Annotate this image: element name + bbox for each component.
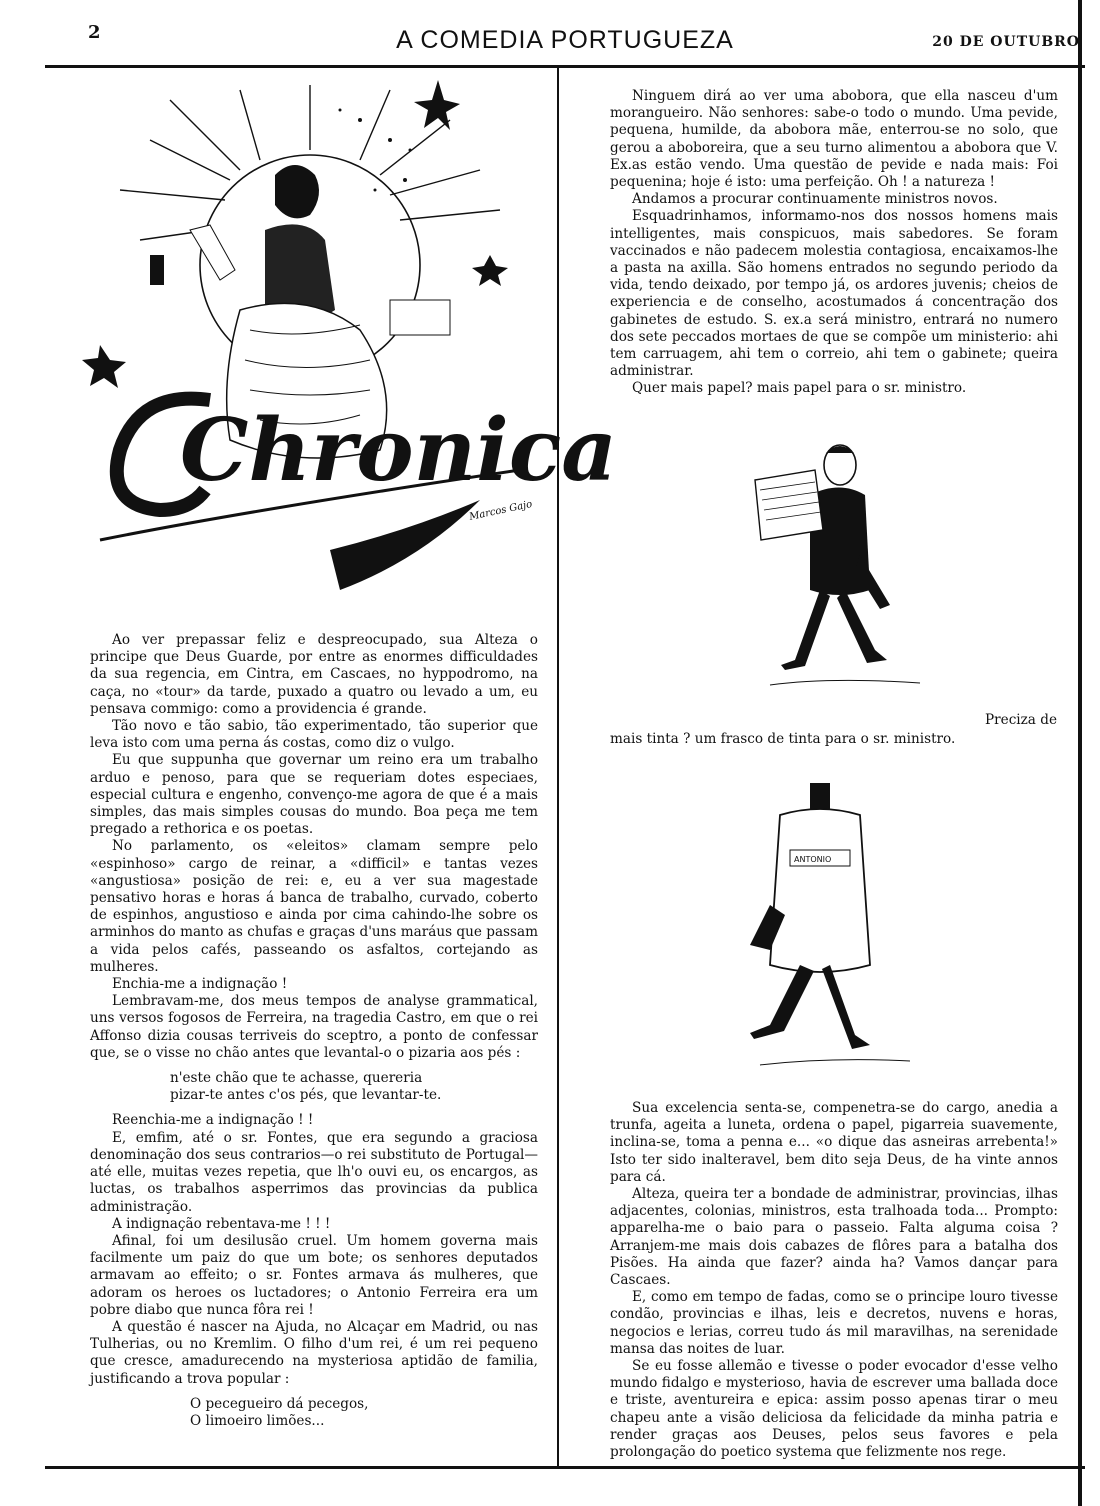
verse-line: pizar-te antes c'os pés, que levantar-te. <box>170 1087 442 1104</box>
caption-line-b: mais tinta ? um frasco de tinta para o sr. ministro. <box>610 731 956 747</box>
paragraph: Ao ver prepassar feliz e despreocupado, sua Alteza o principe que Deus Guarde, por entre as enormes difficuldades da sua regencia, em Cintra, em Cascaes, no hyppodromo, na caça, no «tour» da tarde, puxado a quatro ou levado a um, eu pensava commigo: como a providencia é grande. <box>90 632 538 717</box>
bottle-label: ANTONIO <box>794 855 832 864</box>
paragraph: Reenchia-me a indignação ! ! <box>112 1112 314 1129</box>
page-header <box>50 18 1080 58</box>
right-column-bottom <box>610 1100 1058 1461</box>
paragraph: Afinal, foi um desilusão cruel. Um homem governa mais facilmente um paiz do que um bote; os senhores deputados armavam ao effeito; o sr. Fontes armava ás mulheres, que adoram os heroes os luctadores; o Antonio Ferreira era um pobre diabo que nunca fôra rei ! <box>90 1232 538 1318</box>
paragraph: Lembravam-me, dos meus tempos de analyse grammatical, uns versos fogosos de Ferreira, na tragedia Castro, em que o rei Affonso dizia cousas terriveis do sceptro, a ponto de confessar que, se o visse no chão antes que levantal-o o pizaria aos pés : <box>90 993 538 1061</box>
minister-with-ink-bottle-illustration <box>740 775 930 1075</box>
popular-verse <box>90 1396 538 1430</box>
paragraph: Se eu fosse allemão e tivesse o poder evocador d'esse velho mundo fidalgo e mysterioso, havia de escrever uma ballada doce e triste, aventureira e epica: assim posso apenas tirar o meu chapeu ante a visão deliciosa da felicidade da minha patria e render graças aos Deuses, pelos seus favores e pela prolongação do poetico systema que felizmente nos rege. <box>610 1358 1058 1461</box>
verse-line: n'este chão que te achasse, quereria <box>170 1070 423 1087</box>
paragraph: Quer mais papel? mais papel para o sr. ministro. <box>632 380 967 397</box>
paragraph: Enchia-me a indignação ! <box>112 976 288 993</box>
verse-line: O pecegueiro dá pecegos, <box>190 1395 369 1412</box>
issue-date: 20 DE OUTUBRO <box>932 34 1080 50</box>
paragraph: A indignação rebentava-me ! ! ! <box>112 1215 331 1232</box>
column-divider <box>557 68 559 1466</box>
paragraph: Esquadrinhamos, informamo-nos dos nossos homens mais intelligentes, mais conspicuos, mais sabedores. Se foram vaccinados e não padecem molestia contagiosa, encaixamos-lhe a pasta na axilla. São homens entrados no segundo periodo da vida, tendo deixado, por tempo já, os ardores juvenis; cheios de experiencia e de conselho, acostumados á concentração dos gabinetes de estudo. S. ex.a será ministro, entrará no numero dos sete peccados mortaes de que se compõe um ministerio: ahi tem carruagem, ahi tem o correio, ahi tem o gabinete; queira administrar. <box>610 208 1058 380</box>
left-column <box>90 632 538 1438</box>
chronica-heading: Chronica <box>180 400 617 501</box>
newspaper-title: A COMEDIA PORTUGUEZA <box>396 26 734 54</box>
paragraph: Andamos a procurar continuamente ministros novos. <box>632 191 998 208</box>
header-rule <box>45 65 1085 68</box>
paragraph: E, como em tempo de fadas, como se o principe louro tivesse condão, provincias e ilhas, leis e decretos, nuvens e horas, negocios e lerias, correu tudo ás mil maravilhas, na serenidade mansa das noites de luar. <box>610 1289 1058 1357</box>
verse-line: O limoeiro limões... <box>190 1412 325 1429</box>
minister-with-papers-illustration <box>730 435 930 700</box>
paragraph: Tão novo e tão sabio, tão experimentado, tão superior que leva isto com uma perna ás costas, como diz o vulgo. <box>90 718 538 752</box>
footer-rule <box>45 1466 1085 1469</box>
paragraph: A questão é nascer na Ajuda, no Alcaçar em Madrid, ou nas Tulherias, ou no Kremlim. O filho d'um rei, é um rei pequeno que cresce, amadurecendo na mysteriosa aptidão de familia, justificando a trova popular : <box>90 1318 538 1387</box>
chronica-lettering <box>100 399 617 590</box>
verse-quote <box>90 1070 538 1104</box>
caption-line-a: Preciza de <box>985 712 1057 728</box>
paragraph: Eu que suppunha que governar um reino era um trabalho arduo e penoso, para que se requeriam dotes especiaes, especial cultura e engenho, convenço-me agora de que é a mais simples, das mais simples cousas do mundo. Boa peça me tem pregado a rethorica e os poetas. <box>90 752 538 838</box>
page-edge-rule <box>1078 0 1082 1506</box>
page-number: 2 <box>88 22 101 43</box>
paragraph: E, emfim, até o sr. Fontes, que era segundo a graciosa denominação dos seus contrarios—o rei substituto de Portugal—até elle, muitas vezes repetia, que lh'o ouvi eu, os encargos, as luctas, os trabalhos asperrimos das provincias da publica administração. <box>90 1129 538 1215</box>
paragraph: Sua excelencia senta-se, compenetra-se do cargo, anedia a trunfa, ageita a luneta, ordena o papel, pigarreia suavemente, inclina-se, toma a penna e... «o dique das asneiras arrebenta!» Isto ter sido inalteravel, bem dito seja Deus, de ha vinte annos para cá. <box>610 1100 1058 1185</box>
artist-signature: Marcos Gajo <box>468 498 534 523</box>
chronica-illustration <box>60 80 617 610</box>
right-column-top <box>610 88 1058 398</box>
paragraph: No parlamento, os «eleitos» clamam sempre pelo «espinhoso» cargo de reinar, a «difficil» e tantas vezes «angustiosa» posição de rei: e, eu a ver sua magestade pensativo horas e horas á banca de trabalho, curvado, coberto de espinhos, angustioso e ainda por cima cahindo-lhe sobre os arminhos do manto as chufas e graças d'uns maráus que passam a vida pelos cafés, passeando os asfaltos, cortejando as mulheres. <box>90 838 538 975</box>
paragraph: Alteza, queira ter a bondade de administrar, provincias, ilhas adjacentes, colonias, ministros, esta tralhoada toda... Prompto: apparelha-me o baio para o passeio. Falta alguma coisa ? Arranjem-me mais dois cabazes de flôres para a batalha dos Pisões. Ha ainda que fazer? ainda ha? Vamos dançar para Cascaes. <box>610 1186 1058 1289</box>
paragraph: Ninguem dirá ao ver uma abobora, que ella nasceu d'um morangueiro. Não senhores: sabe-o todo o mundo. Uma pevide, pequena, humilde, da abobora mãe, enterrou-se no solo, que gerou a aboboreira, que a seu turno alimentou a abobora que V. Ex.as estão vendo. Uma questão de pevide e nada mais: Foi pequenina; hoje é isto: uma perfeição. Oh ! a natureza ! <box>610 88 1058 191</box>
